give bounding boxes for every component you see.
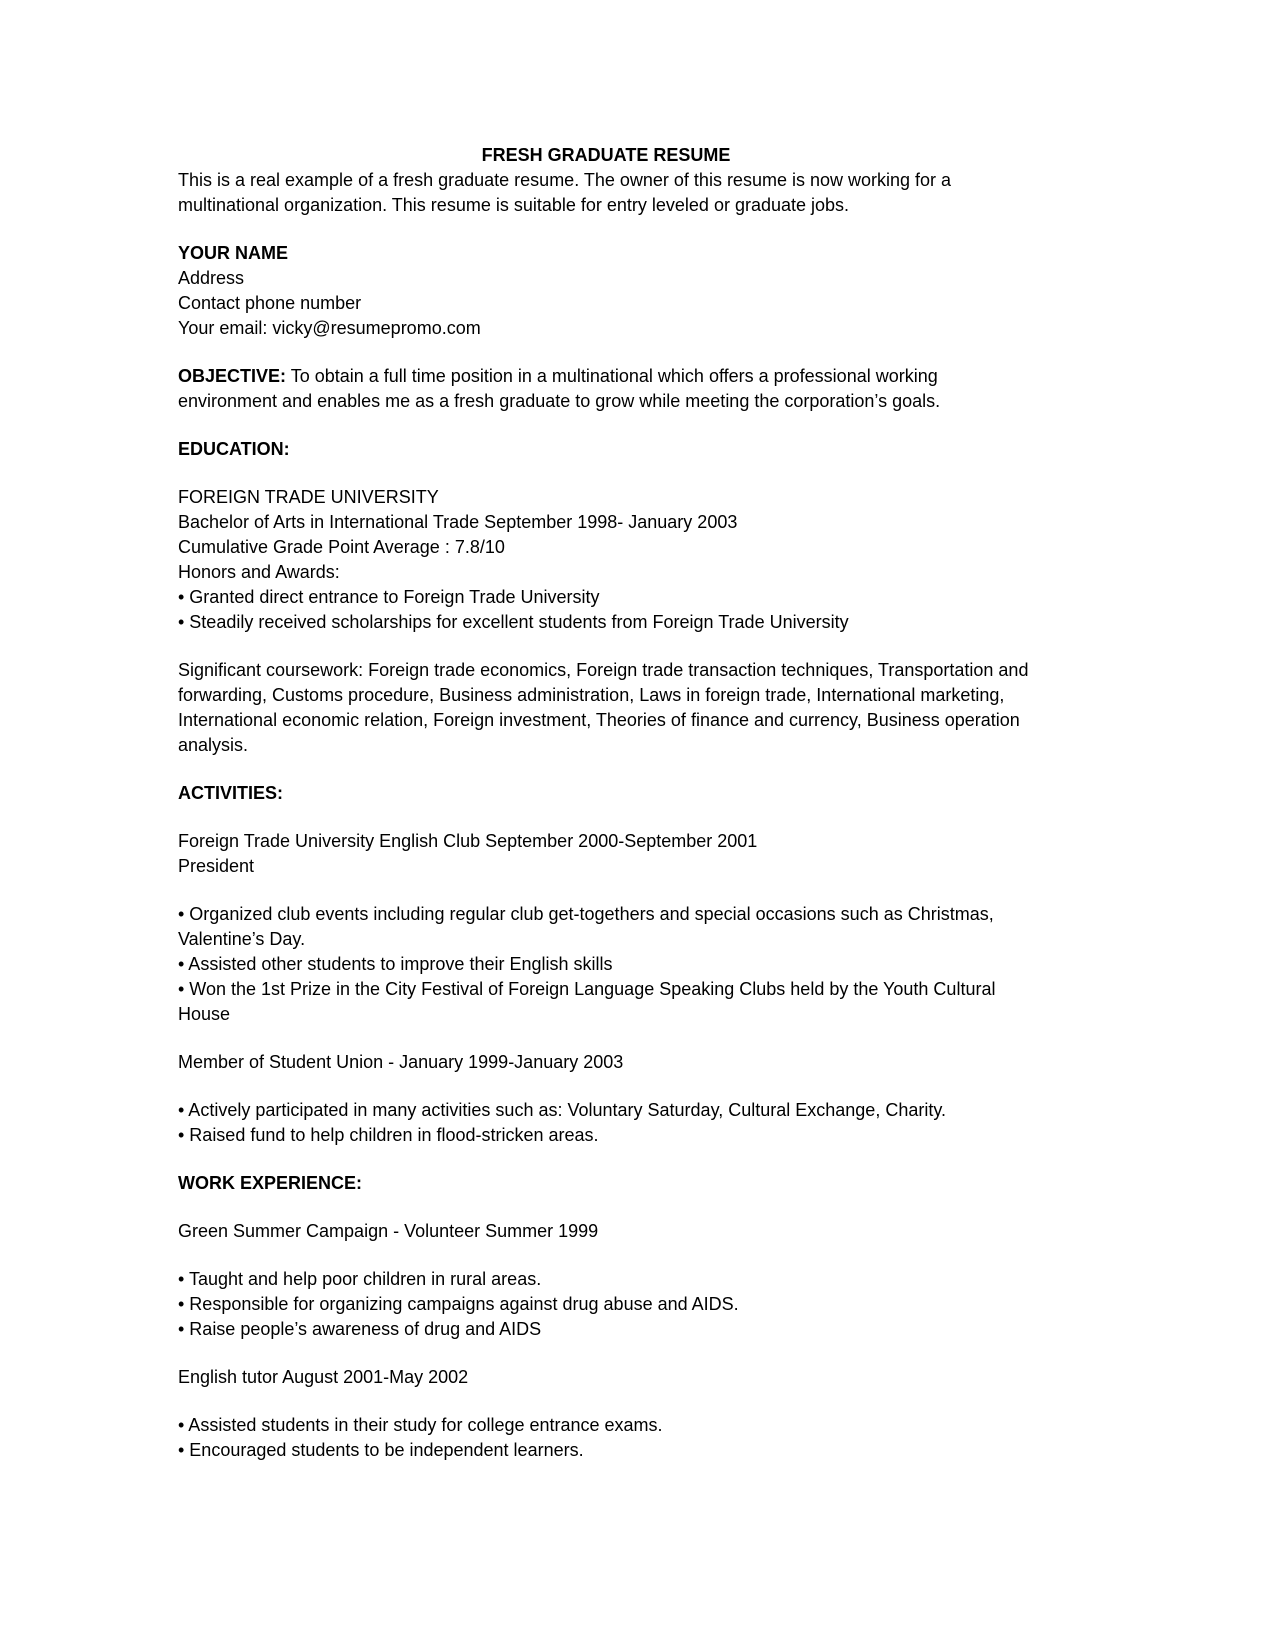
club-bullet: • Assisted other students to improve their English skills — [178, 954, 613, 974]
resume-content — [178, 143, 1034, 1463]
activities-club-title-block — [178, 829, 1034, 879]
education-honor-item: • Steadily received scholarships for excellent students from Foreign Trade University — [178, 612, 849, 632]
work-heading-block — [178, 1171, 1034, 1196]
work-heading: WORK EXPERIENCE: — [178, 1173, 363, 1193]
education-honors-label: Honors and Awards: — [178, 562, 340, 582]
club-title: Foreign Trade University English Club September 2000-September 2001 — [178, 831, 758, 851]
job-bullet: • Raise people’s awareness of drug and AIDS — [178, 1319, 542, 1339]
job-bullet: • Encouraged students to be independent learners. — [178, 1440, 584, 1460]
union-title: Member of Student Union - January 1999-January 2003 — [178, 1052, 624, 1072]
activities-union-title-block — [178, 1050, 1034, 1075]
activities-union-bullets-block — [178, 1098, 1034, 1148]
title-block — [178, 143, 1034, 218]
activities-heading: ACTIVITIES: — [178, 783, 284, 803]
work-job2-bullets-block — [178, 1413, 1034, 1463]
objective-text: To obtain a full time position in a multinational which offers a professional working environment and enables me as a fresh graduate to grow while meeting the corporation’s goals. — [178, 366, 941, 411]
intro-text: This is a real example of a fresh graduate resume. The owner of this resume is now working for a multinational organization. This resume is suitable for entry leveled or graduate jobs. — [178, 170, 952, 215]
page-title: FRESH GRADUATE RESUME — [481, 145, 731, 165]
work-job2-title-block — [178, 1365, 1034, 1390]
union-bullet: • Raised fund to help children in flood-stricken areas. — [178, 1125, 599, 1145]
coursework-text: Significant coursework: Foreign trade economics, Foreign trade transaction techniques, Transportation and forwarding, Customs procedure, Business administration, Laws in foreign trade, International marketing, International economic relation, Foreign investment, Theories of finance and currency, Business operation analysis. — [178, 660, 1029, 755]
coursework-block — [178, 658, 1034, 758]
objective-paragraph — [178, 364, 1034, 414]
education-honor-item: • Granted direct entrance to Foreign Trade University — [178, 587, 600, 607]
job-bullet: • Responsible for organizing campaigns against drug abuse and AIDS. — [178, 1294, 739, 1314]
club-bullet: • Organized club events including regular club get-togethers and special occasions such as Christmas, Valentine’s Day. — [178, 904, 994, 949]
education-details-block — [178, 485, 1034, 635]
contact-email: Your email: vicky@resumepromo.com — [178, 318, 481, 338]
activities-heading-block — [178, 781, 1034, 806]
objective-label: OBJECTIVE: — [178, 366, 287, 386]
job-bullet: • Taught and help poor children in rural areas. — [178, 1269, 542, 1289]
club-role: President — [178, 856, 255, 876]
objective-block — [178, 364, 1034, 414]
work-job1-bullets-block — [178, 1267, 1034, 1342]
education-degree: Bachelor of Arts in International Trade September 1998- January 2003 — [178, 512, 738, 532]
activities-club-bullets-block — [178, 902, 1034, 1027]
contact-address: Address — [178, 268, 245, 288]
education-gpa: Cumulative Grade Point Average : 7.8/10 — [178, 537, 505, 557]
job-bullet: • Assisted students in their study for college entrance exams. — [178, 1415, 663, 1435]
contact-block — [178, 241, 1034, 341]
club-bullet: • Won the 1st Prize in the City Festival of Foreign Language Speaking Clubs held by the Youth Cultural House — [178, 979, 996, 1024]
contact-name: YOUR NAME — [178, 243, 289, 263]
union-bullet: • Actively participated in many activities such as: Voluntary Saturday, Cultural Exchange, Charity. — [178, 1100, 946, 1120]
education-school: FOREIGN TRADE UNIVERSITY — [178, 487, 439, 507]
job-title: English tutor August 2001-May 2002 — [178, 1367, 469, 1387]
contact-phone: Contact phone number — [178, 293, 362, 313]
work-job1-title-block — [178, 1219, 1034, 1244]
job-title: Green Summer Campaign - Volunteer Summer 1999 — [178, 1221, 599, 1241]
education-heading: EDUCATION: — [178, 439, 290, 459]
education-heading-block — [178, 437, 1034, 462]
